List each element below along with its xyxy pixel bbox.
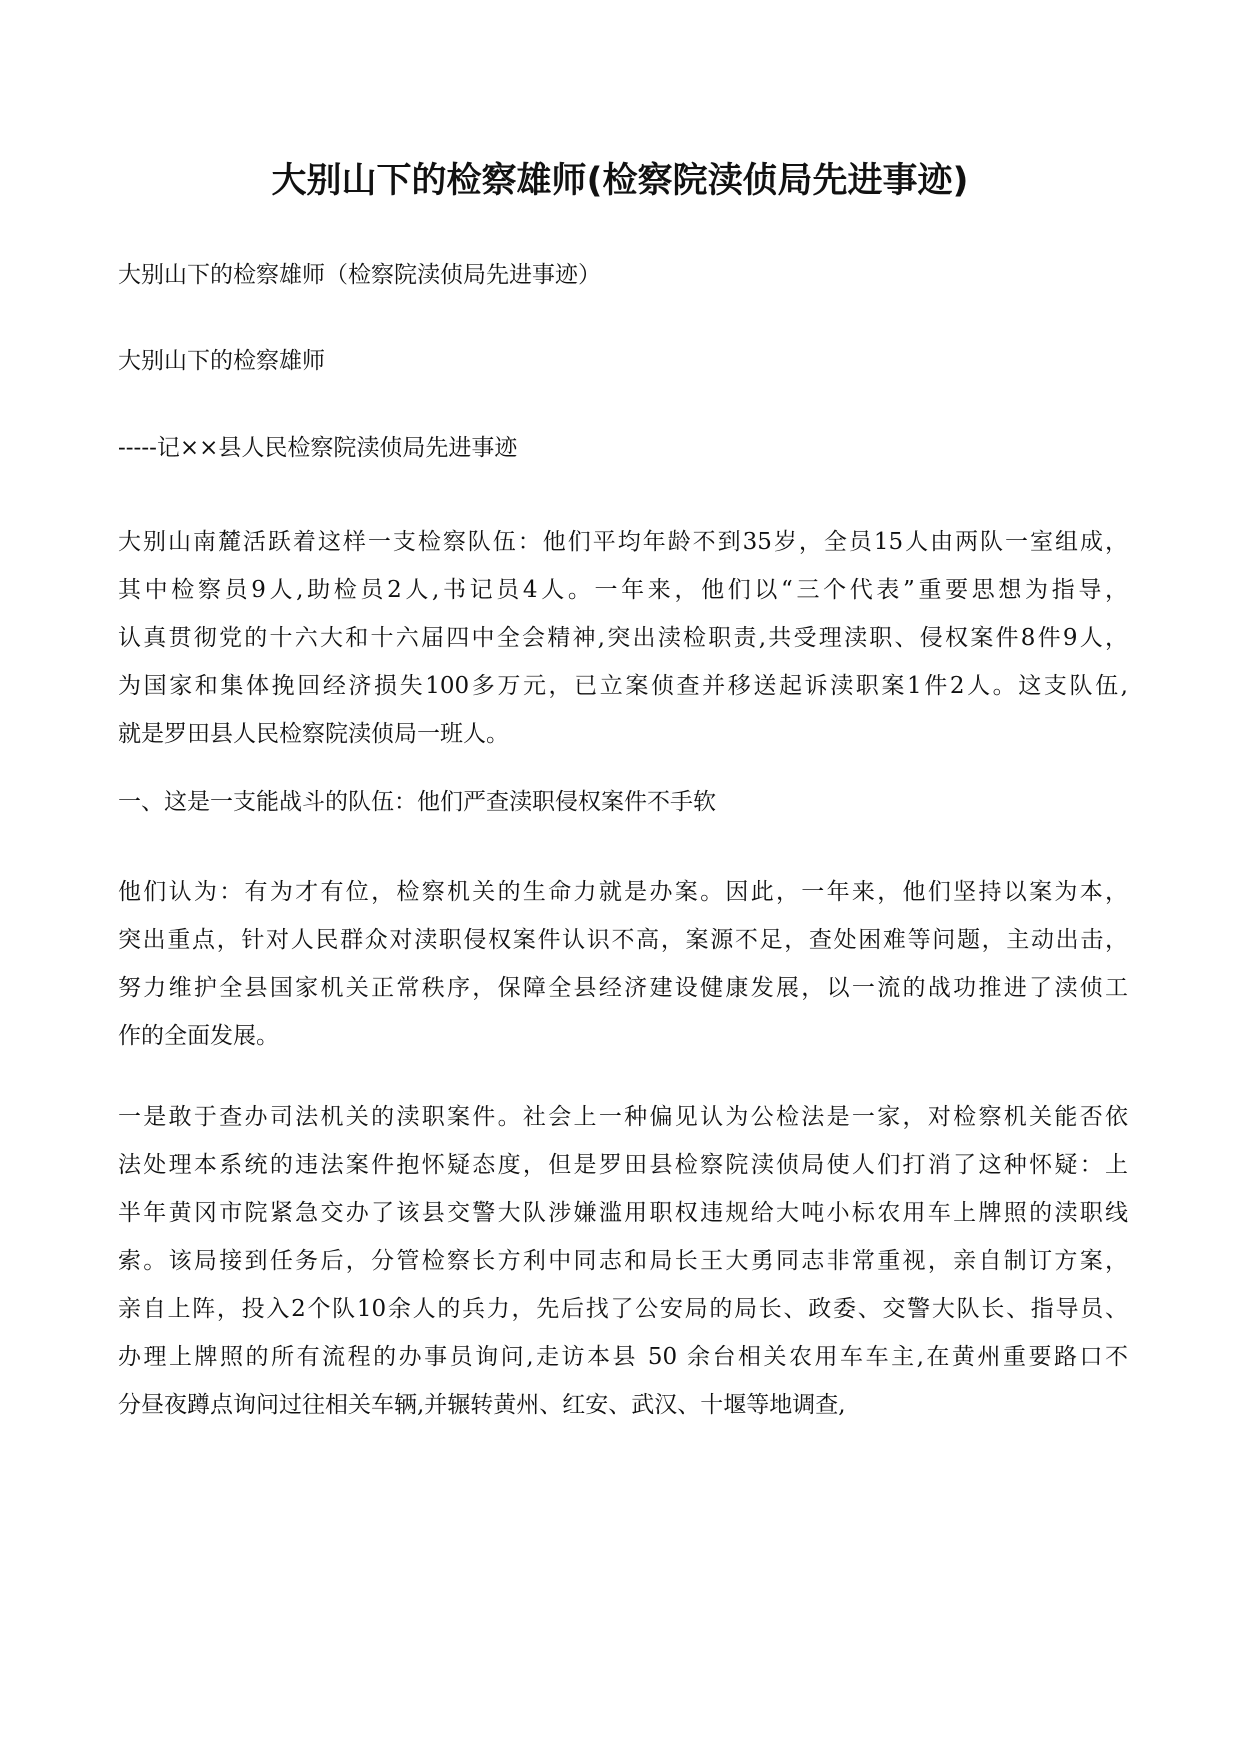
paragraph-line: 索。该局接到任务后，分管检察长方利中同志和局长王大勇同志非常重视，亲自制订方案， [118,1248,1128,1274]
byline: -----记××县人民检察院渎侦局先进事迹 [118,435,518,461]
paragraph-line: 亲自上阵，投入2个队10余人的兵力，先后找了公安局的局长、政委、交警大队长、指导员、 [118,1296,1128,1322]
paragraph-line: 就是罗田县人民检察院渎侦局一班人。 [118,721,509,747]
case-paragraph [118,1093,1128,1429]
paragraph-line: 突出重点，针对人民群众对渎职侵权案件认识不高，案源不足，查处困难等问题，主动出击， [118,927,1128,953]
paragraph-line: 为国家和集体挽回经济损失100多万元，已立案侦查并移送起诉渎职案1件2人。这支队伍, [118,673,1128,699]
intro-paragraph [118,518,1128,758]
paragraph-line: 其中检察员9人,助检员2人,书记员4人。一年来，他们以“三个代表”重要思想为指导， [118,577,1128,603]
paragraph-line: 大别山南麓活跃着这样一支检察队伍：他们平均年龄不到35岁，全员15人由两队一室组成， [118,529,1128,555]
paragraph-line: 一是敢于查办司法机关的渎职案件。社会上一种偏见认为公检法是一家，对检察机关能否依 [118,1104,1128,1130]
subtitle-line: 大别山下的检察雄师（检察院渎侦局先进事迹） [118,262,601,288]
section-heading: 一、这是一支能战斗的队伍：他们严查渎职侵权案件不手软 [118,789,716,815]
paragraph-line: 法处理本系统的违法案件抱怀疑态度，但是罗田县检察院渎侦局使人们打消了这种怀疑：上 [118,1152,1128,1178]
heading-line: 大别山下的检察雄师 [118,348,325,374]
paragraph-line: 认真贯彻党的十六大和十六届四中全会精神,突出渎检职责,共受理渎职、侵权案件8件9人， [118,625,1128,651]
paragraph-line: 办理上牌照的所有流程的办事员询问,走访本县 50 余台相关农用车车主,在黄州重要路口不 [118,1344,1128,1370]
paragraph-line: 努力维护全县国家机关正常秩序，保障全县经济建设健康发展，以一流的战功推进了渎侦工 [118,975,1128,1001]
paragraph-line: 他们认为：有为才有位，检察机关的生命力就是办案。因此，一年来，他们坚持以案为本， [118,879,1128,905]
document-title: 大别山下的检察雄师(检察院渎侦局先进事迹) [271,161,969,201]
paragraph-line: 半年黄冈市院紧急交办了该县交警大队涉嫌滥用职权违规给大吨小标农用车上牌照的渎职线 [118,1200,1128,1226]
paragraph-line: 分昼夜蹲点询问过往相关车辆,并辗转黄州、红安、武汉、十堰等地调查, [118,1392,846,1418]
paragraph-line: 作的全面发展。 [118,1023,279,1049]
section-paragraph [118,868,1128,1060]
